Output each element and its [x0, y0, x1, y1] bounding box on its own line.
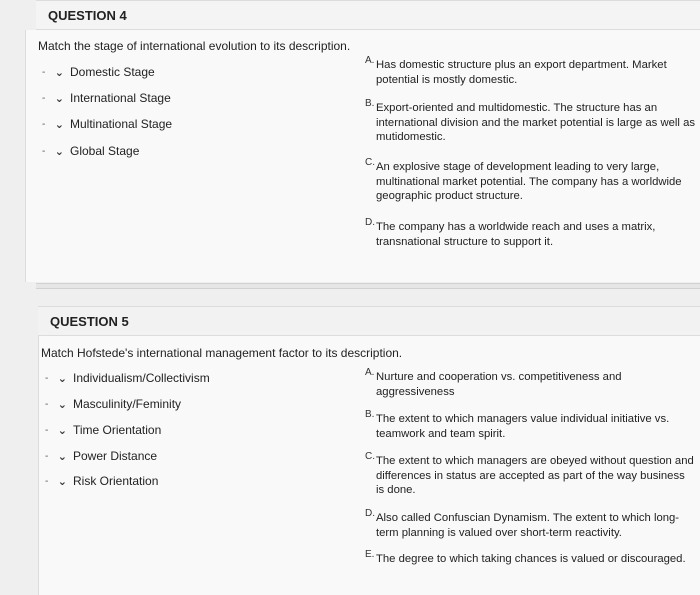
- q5-item-label: Risk Orientation: [73, 474, 159, 488]
- q5-answer-option: [365, 508, 696, 540]
- q4-answer-option: [365, 55, 696, 87]
- q4-match-row: [40, 142, 139, 160]
- q5-answer-select[interactable]: - ⌄: [45, 475, 67, 488]
- answer-text: The extent to which managers are obeyed without question and differences in status are accepted as part of the way business is done.: [376, 455, 694, 496]
- chevron-down-icon: ⌄: [54, 118, 64, 131]
- q4-item-label: International Stage: [70, 91, 171, 105]
- answer-letter: C.: [365, 157, 375, 168]
- q4-answer-select[interactable]: - ⌄: [42, 92, 64, 105]
- chevron-down-icon: ⌄: [57, 475, 67, 488]
- q5-item-label: Individualism/Collectivism: [73, 371, 210, 385]
- q4-answer-select[interactable]: - ⌄: [42, 66, 64, 79]
- q4-item-label: Global Stage: [70, 144, 140, 158]
- q5-match-row: [43, 421, 161, 439]
- chevron-down-icon: ⌄: [54, 66, 64, 79]
- q5-match-row: [43, 447, 157, 465]
- q5-answer-option: [365, 451, 696, 498]
- q5-answer-select[interactable]: - ⌄: [45, 424, 67, 437]
- question-divider: [36, 283, 700, 289]
- chevron-down-icon: ⌄: [57, 424, 67, 437]
- answer-letter: A.: [365, 55, 375, 66]
- q5-item-label: Power Distance: [73, 449, 158, 463]
- answer-text: The extent to which managers value individual initiative vs. teamwork and team spirit.: [376, 413, 670, 440]
- chevron-down-icon: ⌄: [57, 372, 67, 385]
- answer-letter: D.: [365, 217, 375, 228]
- q5-item-label: Time Orientation: [73, 423, 162, 437]
- answer-letter: B.: [365, 409, 375, 420]
- answer-text: Also called Confuscian Dynamism. The extent to which long-term planning is valued over short-term reactivity.: [376, 512, 680, 539]
- answer-text: An explosive stage of development leading to very large, multinational market potential. The company has a worldwide geographic product structure.: [376, 161, 682, 202]
- question-4-prompt: Match the stage of international evolution to its description.: [38, 39, 351, 53]
- q4-answer-option: [365, 98, 696, 145]
- q4-answer-select[interactable]: - ⌄: [42, 145, 64, 158]
- q5-answer-option: [365, 549, 696, 567]
- q5-answer-select[interactable]: - ⌄: [45, 398, 67, 411]
- question-4-title: QUESTION 4: [48, 8, 127, 23]
- answer-letter: C.: [365, 451, 375, 462]
- chevron-down-icon: ⌄: [54, 145, 64, 158]
- question-5-header: [38, 306, 700, 336]
- q4-answer-select[interactable]: - ⌄: [42, 118, 64, 131]
- q4-match-row: [40, 63, 155, 81]
- q5-answer-option: [365, 367, 696, 399]
- q4-answer-option: [365, 157, 696, 204]
- answer-text: The company has a worldwide reach and uses a matrix, transnational structure to support it.: [376, 221, 656, 248]
- q4-item-label: Domestic Stage: [70, 65, 155, 79]
- answer-text: Has domestic structure plus an export department. Market potential is mostly domestic.: [376, 59, 667, 86]
- answer-letter: E.: [365, 549, 375, 560]
- answer-letter: B.: [365, 98, 375, 109]
- q5-match-row: [43, 395, 181, 413]
- question-4-header: [36, 0, 700, 30]
- q5-answer-select[interactable]: - ⌄: [45, 372, 67, 385]
- q5-answer-select[interactable]: - ⌄: [45, 450, 67, 463]
- q5-match-row: [43, 369, 210, 387]
- question-5-title: QUESTION 5: [50, 314, 129, 329]
- answer-letter: D.: [365, 508, 375, 519]
- question-5-prompt: Match Hofstede's international management factor to its description.: [41, 346, 403, 360]
- answer-letter: A.: [365, 367, 375, 378]
- q5-match-row: [43, 472, 158, 490]
- answer-text: Nurture and cooperation vs. competitiveness and aggressiveness: [376, 371, 622, 398]
- chevron-down-icon: ⌄: [54, 92, 64, 105]
- chevron-down-icon: ⌄: [57, 450, 67, 463]
- q4-answer-option: [365, 217, 696, 249]
- answer-text: The degree to which taking chances is valued or discouraged.: [376, 553, 686, 565]
- q4-match-row: [40, 115, 172, 133]
- q4-match-row: [40, 89, 171, 107]
- chevron-down-icon: ⌄: [57, 398, 67, 411]
- q5-answer-option: [365, 409, 696, 441]
- q5-item-label: Masculinity/Feminity: [73, 397, 182, 411]
- q4-item-label: Multinational Stage: [70, 117, 173, 131]
- answer-text: Export-oriented and multidomestic. The structure has an international division and the market potential is large as well as mutidomestic.: [376, 102, 695, 143]
